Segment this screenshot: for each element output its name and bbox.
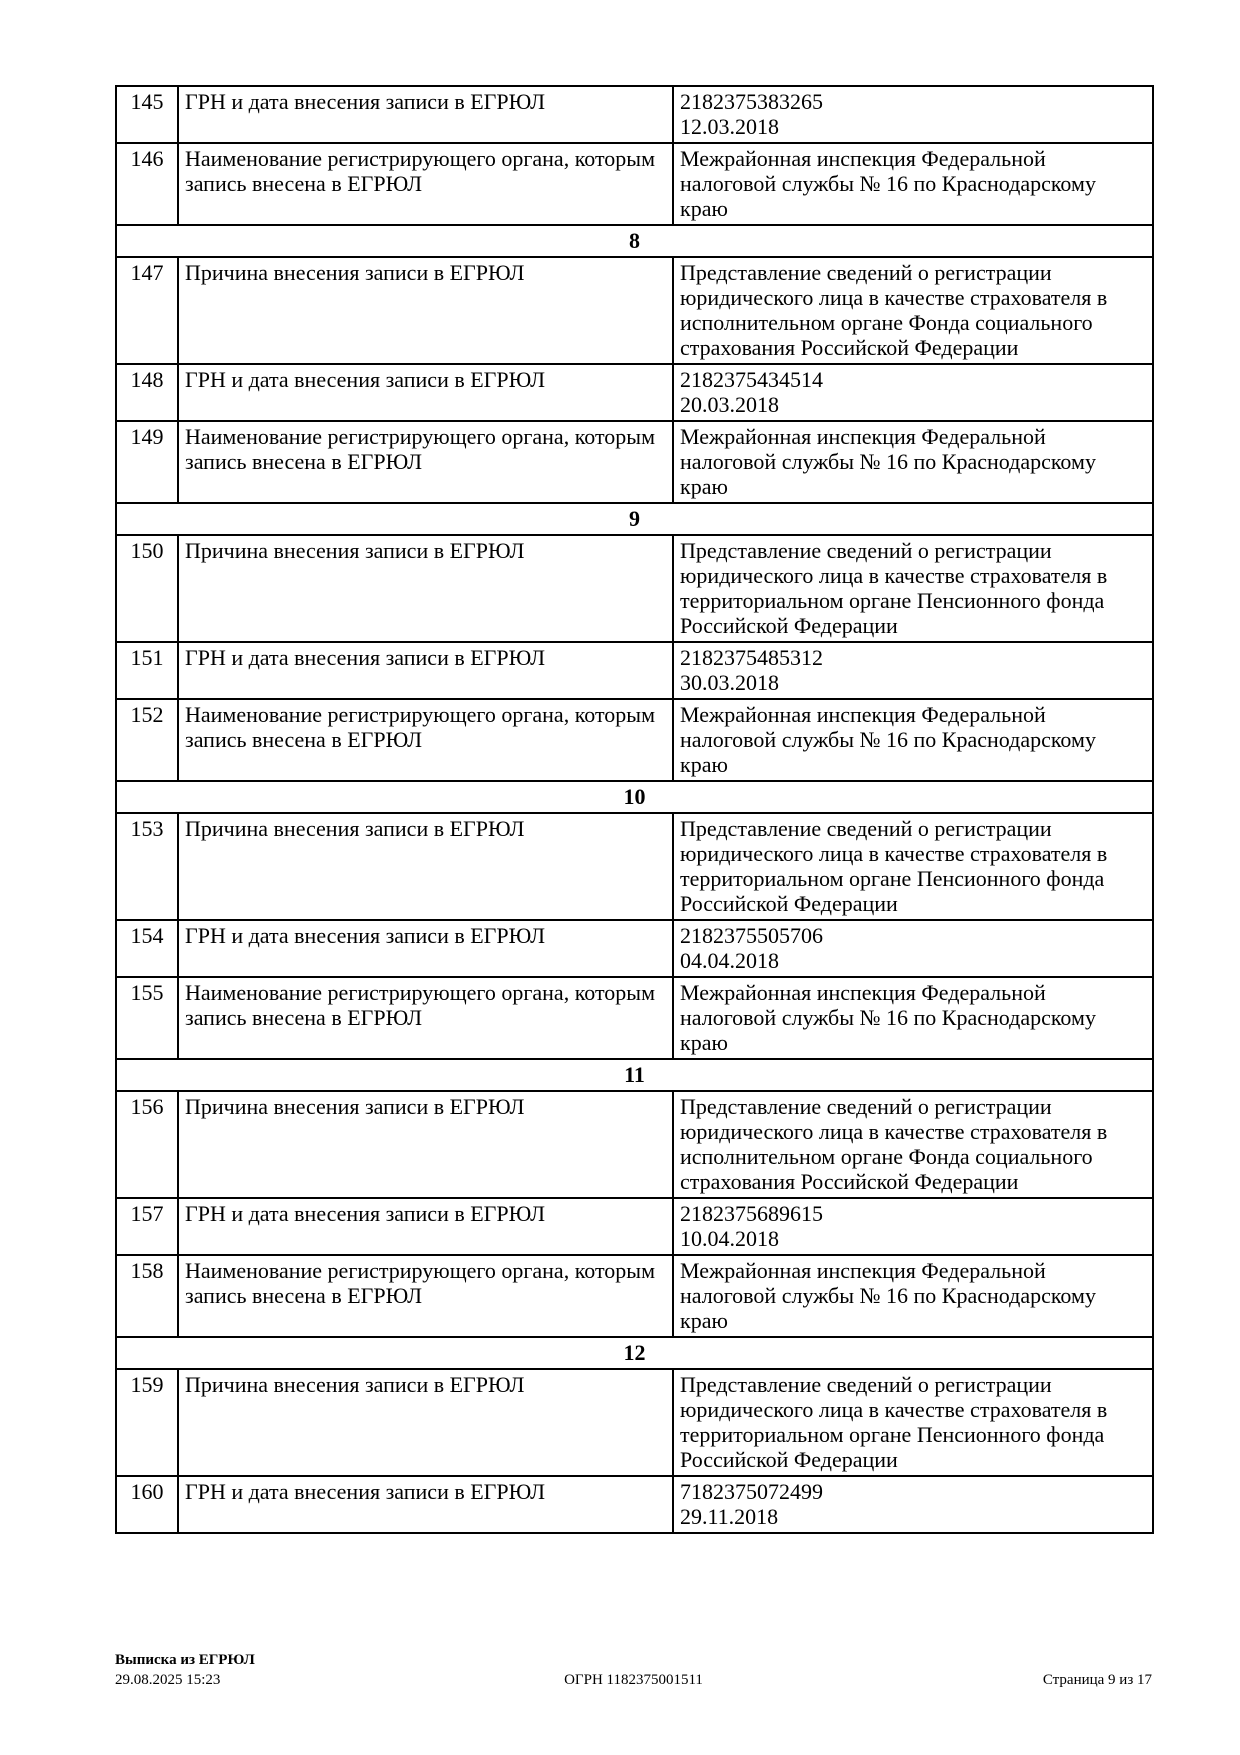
row-value (673, 1198, 1153, 1255)
row-value-line: Представление сведений о регистрации юридического лица в качестве страхователя в территориальном органе Пенсионного фонда Российской Федерации (680, 538, 1108, 638)
row-value-line: Межрайонная инспекция Федеральной налоговой службы № 16 по Краснодарскому краю (680, 424, 1096, 499)
row-value (673, 920, 1153, 977)
egrul-table-body (116, 86, 1153, 1533)
row-number: 146 (116, 143, 178, 225)
table-row (116, 813, 1153, 920)
row-value-line: Межрайонная инспекция Федеральной налоговой службы № 16 по Краснодарскому краю (680, 702, 1096, 777)
footer-doc-type: Выписка из ЕГРЮЛ (115, 1652, 255, 1668)
row-value-line: 29.11.2018 (680, 1504, 779, 1529)
row-number: 151 (116, 642, 178, 699)
row-label: ГРН и дата внесения записи в ЕГРЮЛ (178, 920, 673, 977)
row-label: ГРН и дата внесения записи в ЕГРЮЛ (178, 642, 673, 699)
table-row (116, 86, 1153, 143)
row-number: 153 (116, 813, 178, 920)
footer-ogrn: ОГРН 1182375001511 (564, 1672, 703, 1688)
table-row (116, 364, 1153, 421)
section-number: 9 (116, 503, 1153, 535)
row-number: 150 (116, 535, 178, 642)
row-number: 156 (116, 1091, 178, 1198)
row-label: ГРН и дата внесения записи в ЕГРЮЛ (178, 1476, 673, 1533)
row-value-line: Межрайонная инспекция Федеральной налоговой службы № 16 по Краснодарскому краю (680, 980, 1096, 1055)
row-value-line: Представление сведений о регистрации юридического лица в качестве страхователя в территориальном органе Пенсионного фонда Российской Федерации (680, 816, 1108, 916)
row-number: 152 (116, 699, 178, 781)
row-value-line: Межрайонная инспекция Федеральной налоговой службы № 16 по Краснодарскому краю (680, 1258, 1096, 1333)
row-value-line: 10.04.2018 (680, 1226, 779, 1251)
section-header-row (116, 1337, 1153, 1369)
row-label: Наименование регистрирующего органа, которым запись внесена в ЕГРЮЛ (178, 1255, 673, 1337)
row-label: Наименование регистрирующего органа, которым запись внесена в ЕГРЮЛ (178, 421, 673, 503)
row-label: ГРН и дата внесения записи в ЕГРЮЛ (178, 364, 673, 421)
row-value-line: 2182375689615 (680, 1201, 823, 1226)
section-header-row (116, 781, 1153, 813)
row-value (673, 86, 1153, 143)
row-value (673, 699, 1153, 781)
footer-page-number: Страница 9 из 17 (1042, 1672, 1153, 1688)
footer-generated-datetime: 29.08.2025 15:23 (115, 1672, 221, 1688)
row-label: ГРН и дата внесения записи в ЕГРЮЛ (178, 1198, 673, 1255)
row-number: 157 (116, 1198, 178, 1255)
row-value-line: 04.04.2018 (680, 948, 779, 973)
row-value-line: 30.03.2018 (680, 670, 779, 695)
row-value-line: 20.03.2018 (680, 392, 779, 417)
row-value-line: Представление сведений о регистрации юридического лица в качестве страхователя в исполнительном органе Фонда социального страхования Российской Федерации (680, 260, 1108, 360)
table-row (116, 699, 1153, 781)
table-row (116, 421, 1153, 503)
section-header-row (116, 225, 1153, 257)
row-number: 160 (116, 1476, 178, 1533)
section-number: 12 (116, 1337, 1153, 1369)
section-number: 10 (116, 781, 1153, 813)
section-header-row (116, 503, 1153, 535)
table-row (116, 1255, 1153, 1337)
row-number: 159 (116, 1369, 178, 1476)
row-value-line: Представление сведений о регистрации юридического лица в качестве страхователя в исполнительном органе Фонда социального страхования Российской Федерации (680, 1094, 1108, 1194)
row-value (673, 421, 1153, 503)
row-number: 154 (116, 920, 178, 977)
row-value (673, 813, 1153, 920)
row-value (673, 143, 1153, 225)
row-value (673, 535, 1153, 642)
row-value (673, 1476, 1153, 1533)
row-label: Наименование регистрирующего органа, которым запись внесена в ЕГРЮЛ (178, 699, 673, 781)
row-value-line: 2182375434514 (680, 367, 823, 392)
row-label: Наименование регистрирующего органа, которым запись внесена в ЕГРЮЛ (178, 143, 673, 225)
row-number: 147 (116, 257, 178, 364)
row-label: Причина внесения записи в ЕГРЮЛ (178, 257, 673, 364)
table-row (116, 143, 1153, 225)
table-row (116, 1198, 1153, 1255)
row-value (673, 1255, 1153, 1337)
table-row (116, 1091, 1153, 1198)
row-value-line: 2182375505706 (680, 923, 823, 948)
row-value (673, 1369, 1153, 1476)
row-number: 149 (116, 421, 178, 503)
table-row (116, 977, 1153, 1059)
row-label: Наименование регистрирующего органа, которым запись внесена в ЕГРЮЛ (178, 977, 673, 1059)
table-row (116, 920, 1153, 977)
section-number: 11 (116, 1059, 1153, 1091)
table-row (116, 257, 1153, 364)
table-row (116, 535, 1153, 642)
row-value-line: 12.03.2018 (680, 114, 779, 139)
table-row (116, 1476, 1153, 1533)
row-number: 145 (116, 86, 178, 143)
row-value-line: 7182375072499 (680, 1479, 823, 1504)
row-number: 158 (116, 1255, 178, 1337)
row-value-line: 2182375383265 (680, 89, 823, 114)
table-row (116, 642, 1153, 699)
row-label: ГРН и дата внесения записи в ЕГРЮЛ (178, 86, 673, 143)
row-value-line: 2182375485312 (680, 645, 823, 670)
row-label: Причина внесения записи в ЕГРЮЛ (178, 1091, 673, 1198)
section-header-row (116, 1059, 1153, 1091)
row-label: Причина внесения записи в ЕГРЮЛ (178, 535, 673, 642)
row-value-line: Представление сведений о регистрации юридического лица в качестве страхователя в территориальном органе Пенсионного фонда Российской Федерации (680, 1372, 1108, 1472)
row-label: Причина внесения записи в ЕГРЮЛ (178, 813, 673, 920)
row-label: Причина внесения записи в ЕГРЮЛ (178, 1369, 673, 1476)
row-value (673, 977, 1153, 1059)
row-value (673, 257, 1153, 364)
section-number: 8 (116, 225, 1153, 257)
row-value (673, 642, 1153, 699)
page-footer (115, 1650, 1152, 1690)
row-value-line: Межрайонная инспекция Федеральной налоговой службы № 16 по Краснодарскому краю (680, 146, 1096, 221)
row-value (673, 364, 1153, 421)
egrul-table (115, 85, 1154, 1534)
footer-left-block (115, 1650, 461, 1690)
row-value (673, 1091, 1153, 1198)
table-row (116, 1369, 1153, 1476)
row-number: 148 (116, 364, 178, 421)
row-number: 155 (116, 977, 178, 1059)
